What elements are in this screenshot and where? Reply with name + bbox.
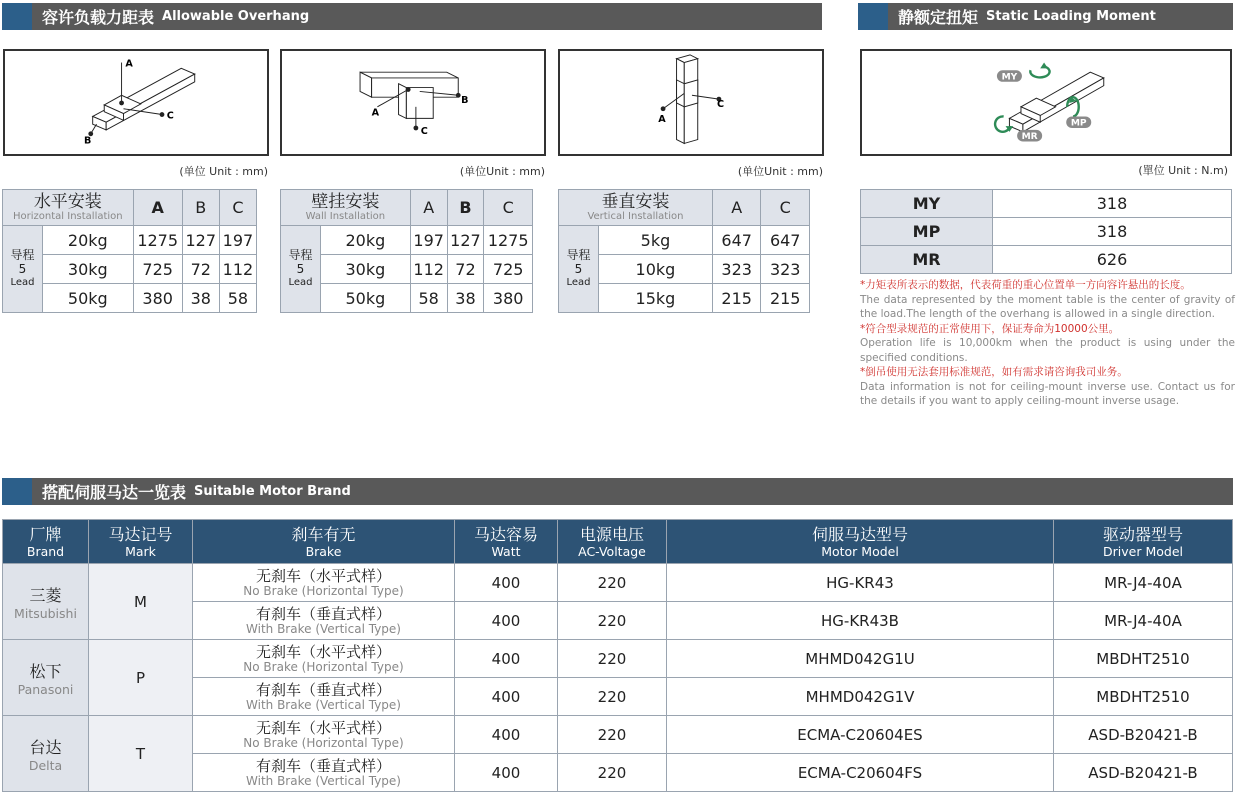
label-c: C bbox=[716, 98, 725, 110]
table-row bbox=[3, 640, 1233, 678]
motor-model-cell: HG-KR43B bbox=[667, 602, 1054, 640]
watt-cell: 400 bbox=[455, 602, 558, 640]
mark-cell: M bbox=[89, 564, 193, 640]
value-cell: 380 bbox=[133, 284, 182, 313]
brake-cell: 无刹车（水平式样） No Brake (Horizontal Type) bbox=[193, 564, 455, 602]
mark-cell: P bbox=[89, 640, 193, 716]
moment-illustration bbox=[862, 51, 1230, 154]
load-cell: 10kg bbox=[599, 255, 713, 284]
value-cell: 197 bbox=[219, 226, 256, 255]
mark-cell: T bbox=[89, 716, 193, 792]
col-c: C bbox=[219, 190, 256, 226]
value-cell: 58 bbox=[219, 284, 256, 313]
unit-note: (单位Unit : mm) bbox=[459, 165, 545, 178]
header-voltage: 电源电压 AC-Voltage bbox=[558, 520, 667, 564]
voltage-cell: 220 bbox=[558, 754, 667, 792]
value-cell: 112 bbox=[219, 255, 256, 284]
motor-model-cell: MHMD042G1U bbox=[667, 640, 1054, 678]
load-cell: 30kg bbox=[43, 255, 134, 284]
value-cell: 72 bbox=[182, 255, 219, 284]
value-cell: 38 bbox=[182, 284, 219, 313]
load-cell: 30kg bbox=[321, 255, 411, 284]
section-title-en: Static Loading Moment bbox=[986, 9, 1156, 24]
label-c: C bbox=[420, 125, 428, 137]
note-zh: *符合型录规范的正常使用下，保证寿命为10000公里。 bbox=[860, 322, 1120, 335]
moment-value: 318 bbox=[993, 190, 1232, 218]
section-title-en: Allowable Overhang bbox=[162, 9, 310, 24]
load-cell: 15kg bbox=[599, 284, 713, 313]
value-cell: 647 bbox=[761, 226, 810, 255]
unit-note: (單位 Unit : N.m) bbox=[1138, 164, 1228, 177]
header-brake: 刹车有无 Brake bbox=[193, 520, 455, 564]
load-cell: 50kg bbox=[43, 284, 134, 313]
driver-model-cell: MR-J4-40A bbox=[1054, 602, 1233, 640]
moment-value: 626 bbox=[993, 246, 1232, 274]
brake-cell: 无刹车（水平式样） No Brake (Horizontal Type) bbox=[193, 716, 455, 754]
value-cell: 725 bbox=[484, 255, 533, 284]
value-cell: 197 bbox=[410, 226, 447, 255]
value-cell: 725 bbox=[133, 255, 182, 284]
col-c: C bbox=[761, 190, 810, 226]
value-cell: 112 bbox=[410, 255, 447, 284]
value-cell: 127 bbox=[447, 226, 484, 255]
watt-cell: 400 bbox=[455, 716, 558, 754]
value-cell: 127 bbox=[182, 226, 219, 255]
brand-cell: 松下 Panasoni bbox=[3, 640, 89, 716]
label-mr: MR bbox=[1021, 132, 1038, 143]
label-a: A bbox=[658, 114, 666, 126]
vertical-diagram bbox=[558, 49, 824, 156]
note-en: The data represented by the moment table is the center of gravity of the load.The length of the overhang is allowed in a single direction. bbox=[860, 293, 1235, 320]
horizontal-install-illustration bbox=[5, 51, 267, 154]
motor-table bbox=[2, 519, 1233, 792]
moment-value: 318 bbox=[993, 218, 1232, 246]
brand-cell: 三菱 Mitsubishi bbox=[3, 564, 89, 640]
header-motor-model: 伺服马达型号 Motor Model bbox=[667, 520, 1054, 564]
value-cell: 38 bbox=[447, 284, 484, 313]
motor-section-bar bbox=[2, 478, 1233, 505]
load-cell: 50kg bbox=[321, 284, 411, 313]
note-zh: *倒吊使用无法套用标准规范，如有需求请咨询我司业务。 bbox=[860, 366, 1128, 378]
col-a: A bbox=[410, 190, 447, 226]
section-title-zh: 静额定扭矩 bbox=[898, 8, 979, 27]
driver-model-cell: ASD-B20421-B bbox=[1054, 754, 1233, 792]
vertical-table bbox=[558, 189, 810, 313]
value-cell: 647 bbox=[712, 226, 761, 255]
label-mp: MP bbox=[1070, 118, 1087, 129]
load-cell: 5kg bbox=[599, 226, 713, 255]
header-watt: 马达容易 Watt bbox=[455, 520, 558, 564]
driver-model-cell: MR-J4-40A bbox=[1054, 564, 1233, 602]
label-my: MY bbox=[1001, 72, 1018, 83]
value-cell: 1275 bbox=[484, 226, 533, 255]
header-brand: 厂牌 Brand bbox=[3, 520, 89, 564]
value-cell: 72 bbox=[447, 255, 484, 284]
moment-key: MP bbox=[861, 218, 993, 246]
value-cell: 215 bbox=[761, 284, 810, 313]
watt-cell: 400 bbox=[455, 678, 558, 716]
wall-diagram bbox=[280, 49, 546, 156]
header-mark: 马达记号 Mark bbox=[89, 520, 193, 564]
voltage-cell: 220 bbox=[558, 602, 667, 640]
lead-cell: 导程 5 Lead bbox=[559, 226, 599, 313]
value-cell: 1275 bbox=[133, 226, 182, 255]
section-accent bbox=[858, 3, 888, 30]
lead-cell: 导程 5 Lead bbox=[281, 226, 321, 313]
driver-model-cell: MBDHT2510 bbox=[1054, 678, 1233, 716]
table-row bbox=[3, 716, 1233, 754]
moment-key: MR bbox=[861, 246, 993, 274]
header-driver-model: 驱动器型号 Driver Model bbox=[1054, 520, 1233, 564]
horizontal-table bbox=[2, 189, 257, 313]
value-cell: 323 bbox=[761, 255, 810, 284]
watt-cell: 400 bbox=[455, 564, 558, 602]
label-b: B bbox=[84, 135, 92, 147]
label-c: C bbox=[166, 110, 174, 122]
value-cell: 215 bbox=[712, 284, 761, 313]
voltage-cell: 220 bbox=[558, 564, 667, 602]
col-a: A bbox=[133, 190, 182, 226]
moment-table bbox=[860, 189, 1232, 274]
col-c: C bbox=[484, 190, 533, 226]
section-title-zh: 搭配伺服马达一览表 bbox=[42, 483, 187, 502]
table-title: 水平安装 Horizontal Installation bbox=[3, 190, 134, 226]
brake-cell: 无刹车（水平式样） No Brake (Horizontal Type) bbox=[193, 640, 455, 678]
table-row bbox=[3, 564, 1233, 602]
load-cell: 20kg bbox=[43, 226, 134, 255]
notes bbox=[860, 278, 1235, 409]
vertical-install-illustration bbox=[560, 51, 822, 154]
motor-model-cell: ECMA-C20604ES bbox=[667, 716, 1054, 754]
load-cell: 20kg bbox=[321, 226, 411, 255]
watt-cell: 400 bbox=[455, 640, 558, 678]
motor-model-cell: ECMA-C20604FS bbox=[667, 754, 1054, 792]
section-title-zh: 容许负载力距表 bbox=[42, 8, 155, 27]
col-b: B bbox=[182, 190, 219, 226]
table-title: 壁挂安装 Wall Installation bbox=[281, 190, 411, 226]
horizontal-diagram bbox=[3, 49, 269, 156]
voltage-cell: 220 bbox=[558, 640, 667, 678]
section-accent bbox=[2, 478, 32, 505]
brand-cell: 台达 Delta bbox=[3, 716, 89, 792]
motor-model-cell: HG-KR43 bbox=[667, 564, 1054, 602]
driver-model-cell: MBDHT2510 bbox=[1054, 640, 1233, 678]
brake-cell: 有刹车（垂直式样） With Brake (Vertical Type) bbox=[193, 602, 455, 640]
section-title-en: Suitable Motor Brand bbox=[194, 484, 351, 499]
moment-diagram bbox=[860, 49, 1232, 156]
label-b: B bbox=[461, 94, 469, 106]
watt-cell: 400 bbox=[455, 754, 558, 792]
lead-cell: 导程 5 Lead bbox=[3, 226, 43, 313]
moment-section-bar bbox=[858, 3, 1233, 30]
moment-key: MY bbox=[861, 190, 993, 218]
label-a: A bbox=[371, 107, 380, 119]
note-zh: *力矩表所表示的数据，代表荷重的重心位置单一方向容许悬出的长度。 bbox=[860, 279, 1191, 291]
voltage-cell: 220 bbox=[558, 716, 667, 754]
value-cell: 58 bbox=[410, 284, 447, 313]
voltage-cell: 220 bbox=[558, 678, 667, 716]
col-b: B bbox=[447, 190, 484, 226]
unit-note: (单位Unit : mm) bbox=[737, 165, 823, 178]
value-cell: 323 bbox=[712, 255, 761, 284]
table-title: 垂直安装 Vertical Installation bbox=[559, 190, 713, 226]
brake-cell: 有刹车（垂直式样） With Brake (Vertical Type) bbox=[193, 678, 455, 716]
note-en: Operation life is 10,000km when the product is using under the specified conditions. bbox=[860, 337, 1235, 364]
unit-note: (单位 Unit : mm) bbox=[179, 165, 268, 178]
note-en: Data information is not for ceiling-mount inverse use. Contact us for the details if you want to apply ceiling-mount inverse usage. bbox=[860, 380, 1235, 407]
overhang-section-bar bbox=[2, 3, 822, 30]
wall-table bbox=[280, 189, 533, 313]
wall-install-illustration bbox=[282, 51, 544, 154]
label-a: A bbox=[125, 58, 133, 70]
col-a: A bbox=[712, 190, 761, 226]
motor-model-cell: MHMD042G1V bbox=[667, 678, 1054, 716]
driver-model-cell: ASD-B20421-B bbox=[1054, 716, 1233, 754]
section-accent bbox=[2, 3, 32, 30]
brake-cell: 有刹车（垂直式样） With Brake (Vertical Type) bbox=[193, 754, 455, 792]
value-cell: 380 bbox=[484, 284, 533, 313]
